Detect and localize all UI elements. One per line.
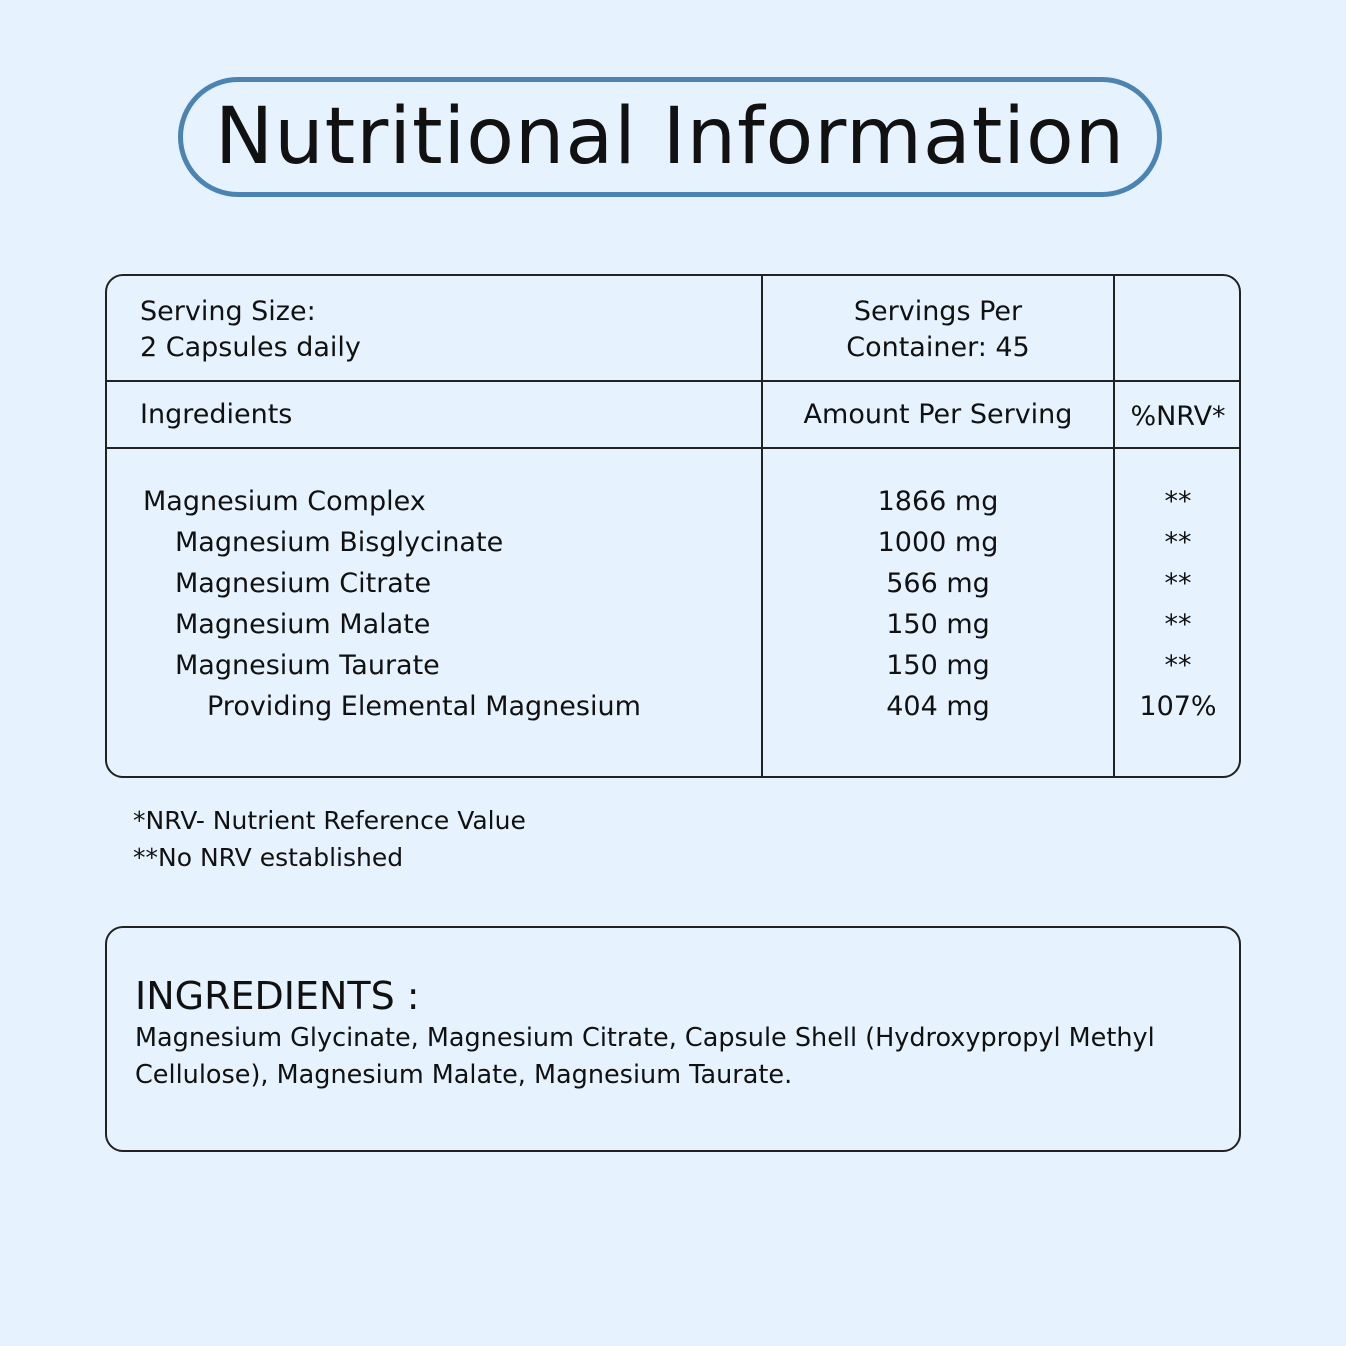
ingredients-panel [105,926,1241,1152]
ingredient-name: Providing Elemental Magnesium [207,691,641,722]
ingredient-nrv: ** [1164,650,1192,681]
table-row [107,522,1239,563]
ingredients-heading: INGREDIENTS : [135,974,420,1018]
table-row [107,686,1239,727]
ingredient-nrv: ** [1164,568,1192,599]
header-nrv: %NRV* [1130,401,1226,432]
ingredient-amount: 1866 mg [877,486,999,517]
table-row [107,645,1239,686]
serving-size-label: Serving Size: [140,296,316,327]
serving-size-value: 2 Capsules daily [140,332,361,363]
servings-per-container [763,294,1113,366]
ingredient-amount: 150 mg [886,650,990,681]
ingredients-line: Magnesium Glycinate, Magnesium Citrate, Capsule Shell (Hydroxypropyl Methyl [135,1023,1155,1053]
ingredient-name: Magnesium Malate [175,609,431,640]
row-divider [107,380,1239,382]
page-title: Nutritional Information [214,92,1126,182]
header-ingredients: Ingredients [140,399,293,430]
row-divider [107,447,1239,449]
footnote-nrv-definition: *NRV- Nutrient Reference Value [133,806,526,835]
footnotes [133,802,526,876]
table-row [107,604,1239,645]
ingredient-amount: 150 mg [886,609,990,640]
ingredient-name: Magnesium Complex [143,486,426,517]
serving-size [140,294,361,366]
ingredient-nrv: 107% [1139,691,1217,722]
ingredient-nrv: ** [1164,527,1192,558]
nutrition-table [105,274,1241,778]
ingredient-name: Magnesium Bisglycinate [175,527,504,558]
ingredient-amount: 1000 mg [877,527,999,558]
ingredients-list [135,1020,1215,1094]
ingredient-amount: 404 mg [886,691,990,722]
footnote-no-nrv: **No NRV established [133,843,404,872]
table-row [107,481,1239,522]
servings-per-line1: Servings Per [853,296,1023,327]
header-amount: Amount Per Serving [803,399,1073,430]
title-banner [178,77,1162,197]
ingredient-amount: 566 mg [886,568,990,599]
table-row [107,563,1239,604]
ingredient-nrv: ** [1164,609,1192,640]
servings-per-line2: Container: 45 [846,332,1030,363]
ingredient-name: Magnesium Citrate [175,568,432,599]
ingredient-name: Magnesium Taurate [175,650,440,681]
ingredients-line: Cellulose), Magnesium Malate, Magnesium Taurate. [135,1060,793,1090]
ingredient-nrv: ** [1164,486,1192,517]
